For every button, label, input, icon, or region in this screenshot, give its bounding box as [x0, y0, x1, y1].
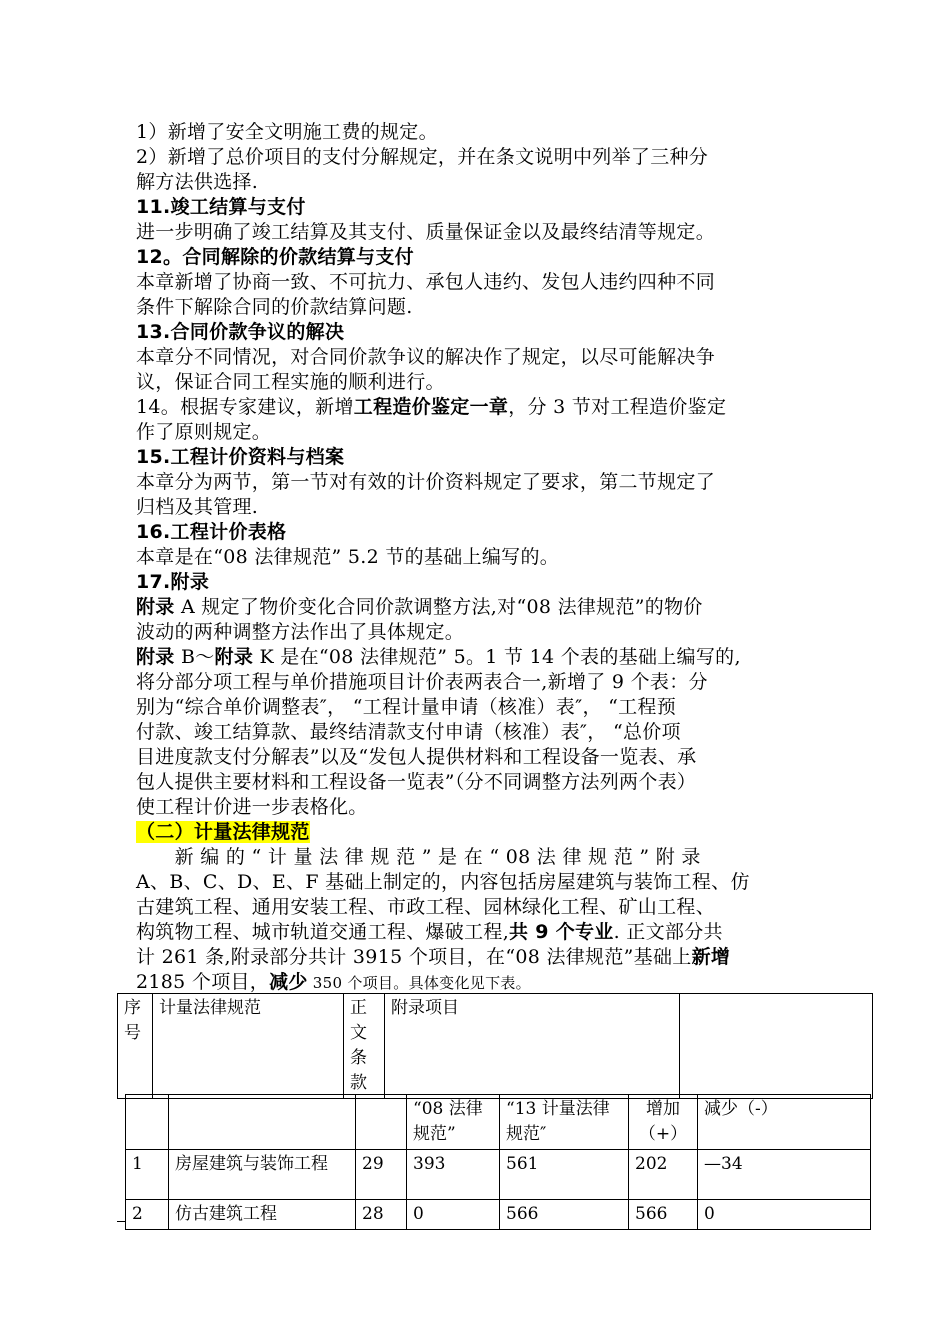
text-span: 14。根据专家建议，新增	[136, 396, 354, 418]
text-span: 别为“综合单价调整表″， “工程计量申请（核准）表″， “工程预	[136, 696, 677, 718]
text-span: 解方法供选择.	[136, 171, 259, 193]
text-line	[136, 320, 816, 345]
table-header-block	[117, 993, 873, 1099]
text-span: A、B、C、D、E、F 基础上制定的，内容包括房屋建筑与装饰工程、仿	[136, 871, 750, 893]
text-line	[136, 295, 816, 320]
text-line	[136, 720, 816, 745]
text-line	[136, 195, 816, 220]
text-line	[136, 245, 816, 270]
text-span: 将分部分项工程与单价措施项目计价表两表合一,新增了 9 个表：分	[136, 671, 708, 693]
text-line	[136, 220, 816, 245]
bold-text: 17.附录	[136, 571, 210, 593]
data-table	[125, 1094, 871, 1230]
sub-add: 增加（+）	[629, 1095, 698, 1150]
text-line	[136, 920, 816, 945]
text-line	[136, 695, 816, 720]
text-span: 构筑物工程、城市轨道交通工程、爆破工程,	[136, 921, 510, 943]
text-span: 作了原则规定。	[136, 421, 272, 443]
text-span: 波动的两种调整方法作出了具体规定。	[136, 621, 465, 643]
sub-sub: 减少（-）	[698, 1095, 871, 1150]
text-span: 本章分不同情况，对合同价款争议的解决作了规定，以尽可能解决争	[136, 346, 716, 368]
bold-text: 附录	[136, 646, 175, 668]
text-span: 包人提供主要材料和工程设备一览表”（分不同调整方法列两个表）	[136, 771, 697, 793]
text-line	[136, 170, 816, 195]
bold-text: （二）计量法律规范	[136, 821, 310, 843]
text-span: 议，保证合同工程实施的顺利进行。	[136, 371, 445, 393]
text-line	[136, 470, 816, 495]
text-span: A 规定了物价变化合同价款调整方法,对“08 法律规范”的物价	[174, 596, 703, 618]
sub-c2	[169, 1095, 356, 1150]
text-span: 新 编 的 “ 计 量 法 律 规 范 ” 是 在 “ 08 法 律 规 范 ” 附 录	[136, 846, 701, 868]
text-line	[136, 345, 816, 370]
text-line	[136, 395, 816, 420]
text-line	[136, 595, 816, 620]
text-span: 古建筑工程、通用安装工程、市政工程、园林绿化工程、矿山工程、	[136, 896, 716, 918]
header-seq: 序号	[118, 994, 153, 1099]
bold-text: 15.工程计价资料与档案	[136, 446, 345, 468]
text-span: 计 261 条,附录部分共计 3915 个项目，在“08 法律规范”基础上	[136, 946, 692, 968]
text-line	[136, 745, 816, 770]
sub-new: “13 计量法律规范″	[500, 1095, 629, 1150]
sub-old: “08 法律规范”	[407, 1095, 500, 1150]
text-span: 条件下解除合同的价款结算问题.	[136, 296, 413, 318]
text-span: ，分 3 节对工程造价鉴定	[508, 396, 727, 418]
bold-text: 附录	[136, 596, 175, 618]
text-line	[136, 795, 816, 820]
text-span: B～	[174, 646, 215, 668]
bold-text: 附录	[214, 646, 254, 668]
text-span: 2）新增了总价项目的支付分解规定，并在条文说明中列举了三种分	[136, 146, 709, 168]
text-line	[136, 120, 816, 145]
bold-text: 工程造价鉴定一章	[353, 396, 509, 418]
text-line	[136, 645, 816, 670]
table-row: 2 仿古建筑工程 28 0 566 566 0	[126, 1200, 871, 1230]
sub-c3	[356, 1095, 407, 1150]
text-line	[136, 870, 816, 895]
text-line	[136, 145, 816, 170]
text-span: 1）新增了安全文明施工费的规定。	[136, 121, 438, 143]
text-line	[136, 270, 816, 295]
text-span: K 是在“08 法律规范” 5。1 节 14 个表的基础上编写的,	[253, 646, 741, 668]
text-span: . 正文部分共	[613, 921, 723, 943]
text-line	[136, 545, 816, 570]
text-span: 使工程计价进一步表格化。	[136, 796, 368, 818]
text-line	[136, 445, 816, 470]
text-span: 2185 个项目，	[136, 971, 270, 993]
bold-text: 11.竣工结算与支付	[136, 196, 306, 218]
text-span: 本章新增了协商一致、不可抗力、承包人违约、发包人违约四种不同	[136, 271, 716, 293]
header-appendix: 附录项目	[385, 994, 680, 1099]
bold-text: 共 9 个专业	[509, 921, 614, 943]
bold-text: 16.工程计价表格	[136, 521, 287, 543]
text-line	[136, 495, 816, 520]
document-body	[136, 120, 816, 996]
bold-text: 12。合同解除的价款结算与支付	[136, 246, 414, 268]
header-blank	[680, 994, 873, 1099]
text-line	[136, 845, 816, 870]
text-line	[136, 420, 816, 445]
text-line	[136, 770, 816, 795]
text-line	[136, 670, 816, 695]
bold-text: 减少	[269, 971, 308, 993]
text-span: 进一步明确了竣工结算及其支付、质量保证金以及最终结清等规定。	[136, 221, 716, 243]
text-span: 目进度款支付分解表”以及“发包人提供材料和工程设备一览表、承	[136, 746, 697, 768]
text-line	[136, 820, 816, 845]
text-line	[136, 620, 816, 645]
bold-text: 13.合同价款争议的解决	[136, 321, 345, 343]
text-span: 付款、竣工结算款、最终结清款支付申请（核准）表″， “总价项	[136, 721, 681, 743]
text-line	[136, 520, 816, 545]
header-spec: 计量法律规范	[153, 994, 344, 1099]
bold-text: 新增	[691, 946, 731, 968]
text-span: 归档及其管理.	[136, 496, 259, 518]
text-span: 本章是在“08 法律规范” 5.2 节的基础上编写的。	[136, 546, 560, 568]
table-corner-rule	[117, 1221, 125, 1222]
header-body-clauses: 正文条款	[344, 994, 385, 1099]
text-line	[136, 570, 816, 595]
text-span: 本章分为两节，第一节对有效的计价资料规定了要求，第二节规定了	[136, 471, 716, 493]
sub-c1	[126, 1095, 169, 1150]
text-line	[136, 895, 816, 920]
text-line	[136, 370, 816, 395]
text-span: 350 个项目。具体变化见下表。	[307, 974, 531, 992]
text-line	[136, 945, 816, 970]
table-row: 1 房屋建筑与装饰工程 29 393 561 202 —34	[126, 1150, 871, 1200]
